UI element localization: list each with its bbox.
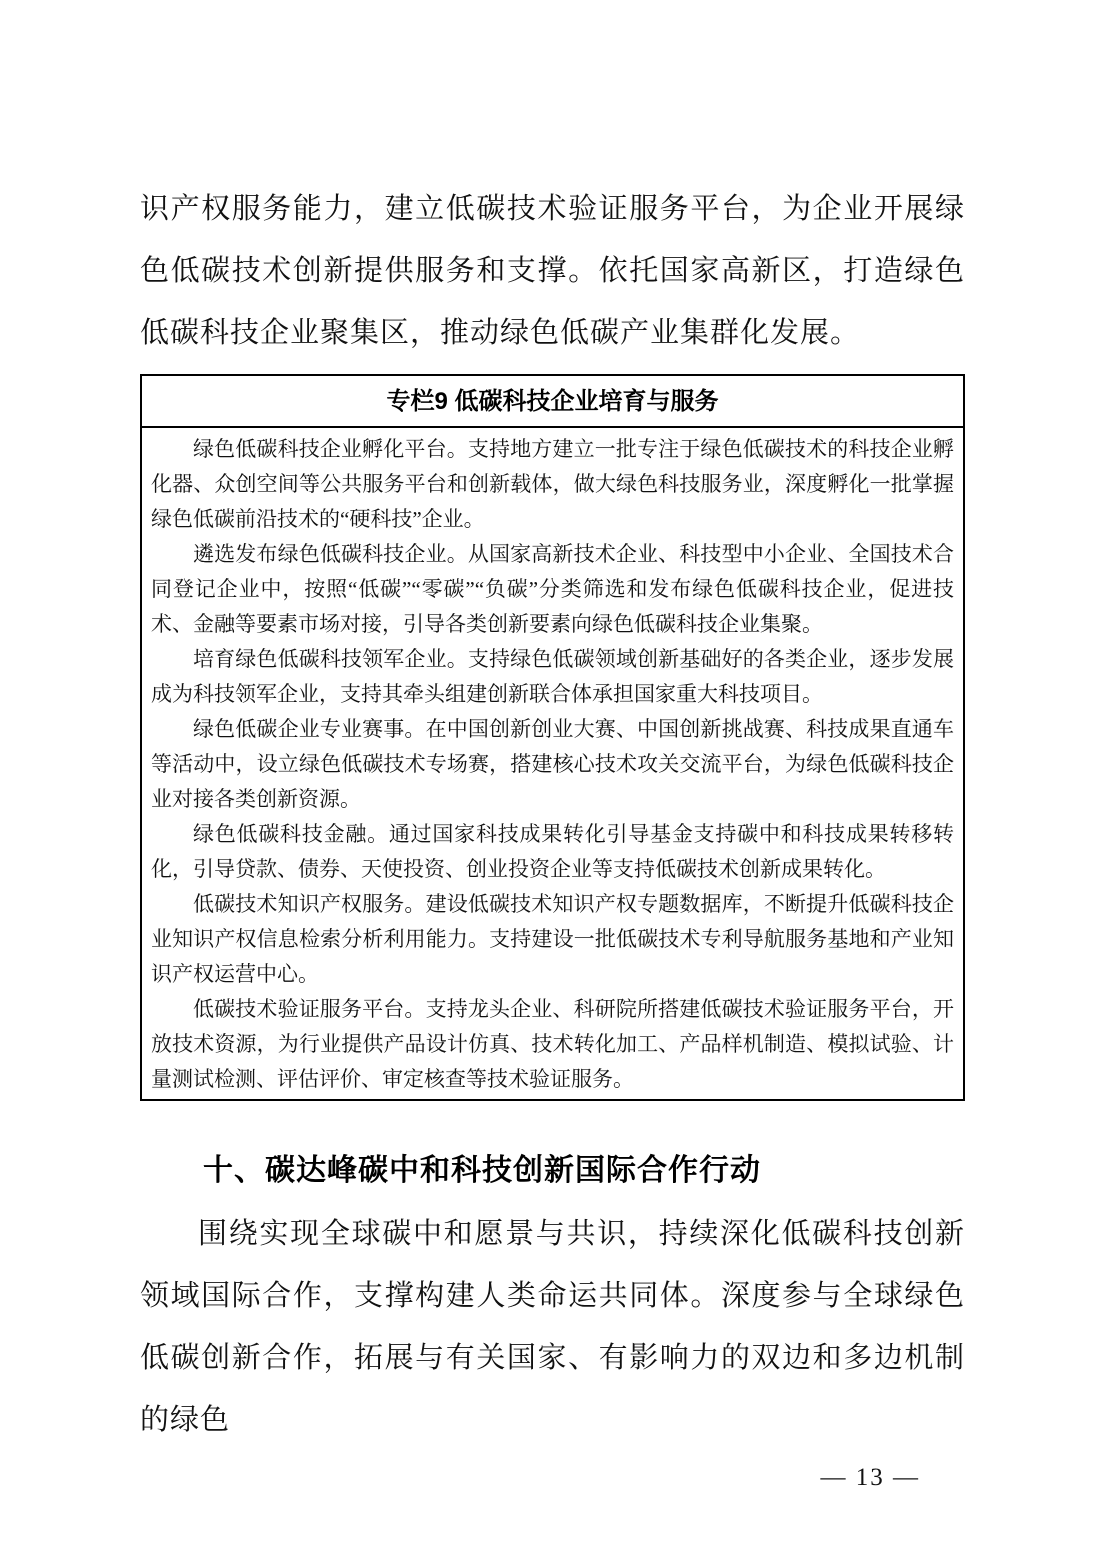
box-paragraph: 低碳技术验证服务平台。支持龙头企业、科研院所搭建低碳技术验证服务平台，开放技术资源，为行业提供产品设计仿真、技术转化加工、产品样机制造、模拟试验、计量测试检测、评估评价、审定核查等技术验证服务。: [151, 997, 954, 1091]
section-paragraph: 围绕实现全球碳中和愿景与共识，持续深化低碳科技创新领域国际合作，支撑构建人类命运共同体。深度参与全球绿色低碳创新合作，拓展与有关国家、有影响力的双边和多边机制的绿色: [140, 1218, 965, 1436]
intro-paragraph: 识产权服务能力，建立低碳技术验证服务平台，为企业开展绿色低碳技术创新提供服务和支撑。依托国家高新区，打造绿色低碳科技企业聚集区，推动绿色低碳产业集群化发展。: [140, 193, 965, 349]
box-paragraph: 绿色低碳科技企业孵化平台。支持地方建立一批专注于绿色低碳技术的科技企业孵化器、众创空间等公共服务平台和创新载体，做大绿色科技服务业，深度孵化一批掌握绿色低碳前沿技术的“硬科技”企业。: [151, 437, 954, 531]
column-box-title: 专栏9 低碳科技企业培育与服务: [142, 376, 963, 428]
box-paragraph: 遴选发布绿色低碳科技企业。从国家高新技术企业、科技型中小企业、全国技术合同登记企业中，按照“低碳”“零碳”“负碳”分类筛选和发布绿色低碳科技企业，促进技术、金融等要素市场对接，引导各类创新要素向绿色低碳科技企业集聚。: [151, 542, 954, 636]
box-paragraph: 培育绿色低碳科技领军企业。支持绿色低碳领域创新基础好的各类企业，逐步发展成为科技领军企业，支持其牵头组建创新联合体承担国家重大科技项目。: [151, 647, 954, 706]
box-paragraph: 低碳技术知识产权服务。建设低碳技术知识产权专题数据库，不断提升低碳科技企业知识产权信息检索分析利用能力。支持建设一批低碳技术专利导航服务基地和产业知识产权运营中心。: [151, 892, 954, 986]
box-paragraph: 绿色低碳企业专业赛事。在中国创新创业大赛、中国创新挑战赛、科技成果直通车等活动中，设立绿色低碳技术专场赛，搭建核心技术攻关交流平台，为绿色低碳科技企业对接各类创新资源。: [151, 717, 954, 811]
box-paragraph: 绿色低碳科技金融。通过国家科技成果转化引导基金支持碳中和科技成果转移转化，引导贷款、债券、天使投资、创业投资企业等支持低碳技术创新成果转化。: [151, 822, 954, 881]
column-box-body: [142, 428, 963, 1099]
page-number: — 13 —: [820, 1464, 920, 1491]
section-heading: 十、碳达峰碳中和科技创新国际合作行动: [203, 1154, 761, 1187]
column-box: [140, 374, 965, 1101]
